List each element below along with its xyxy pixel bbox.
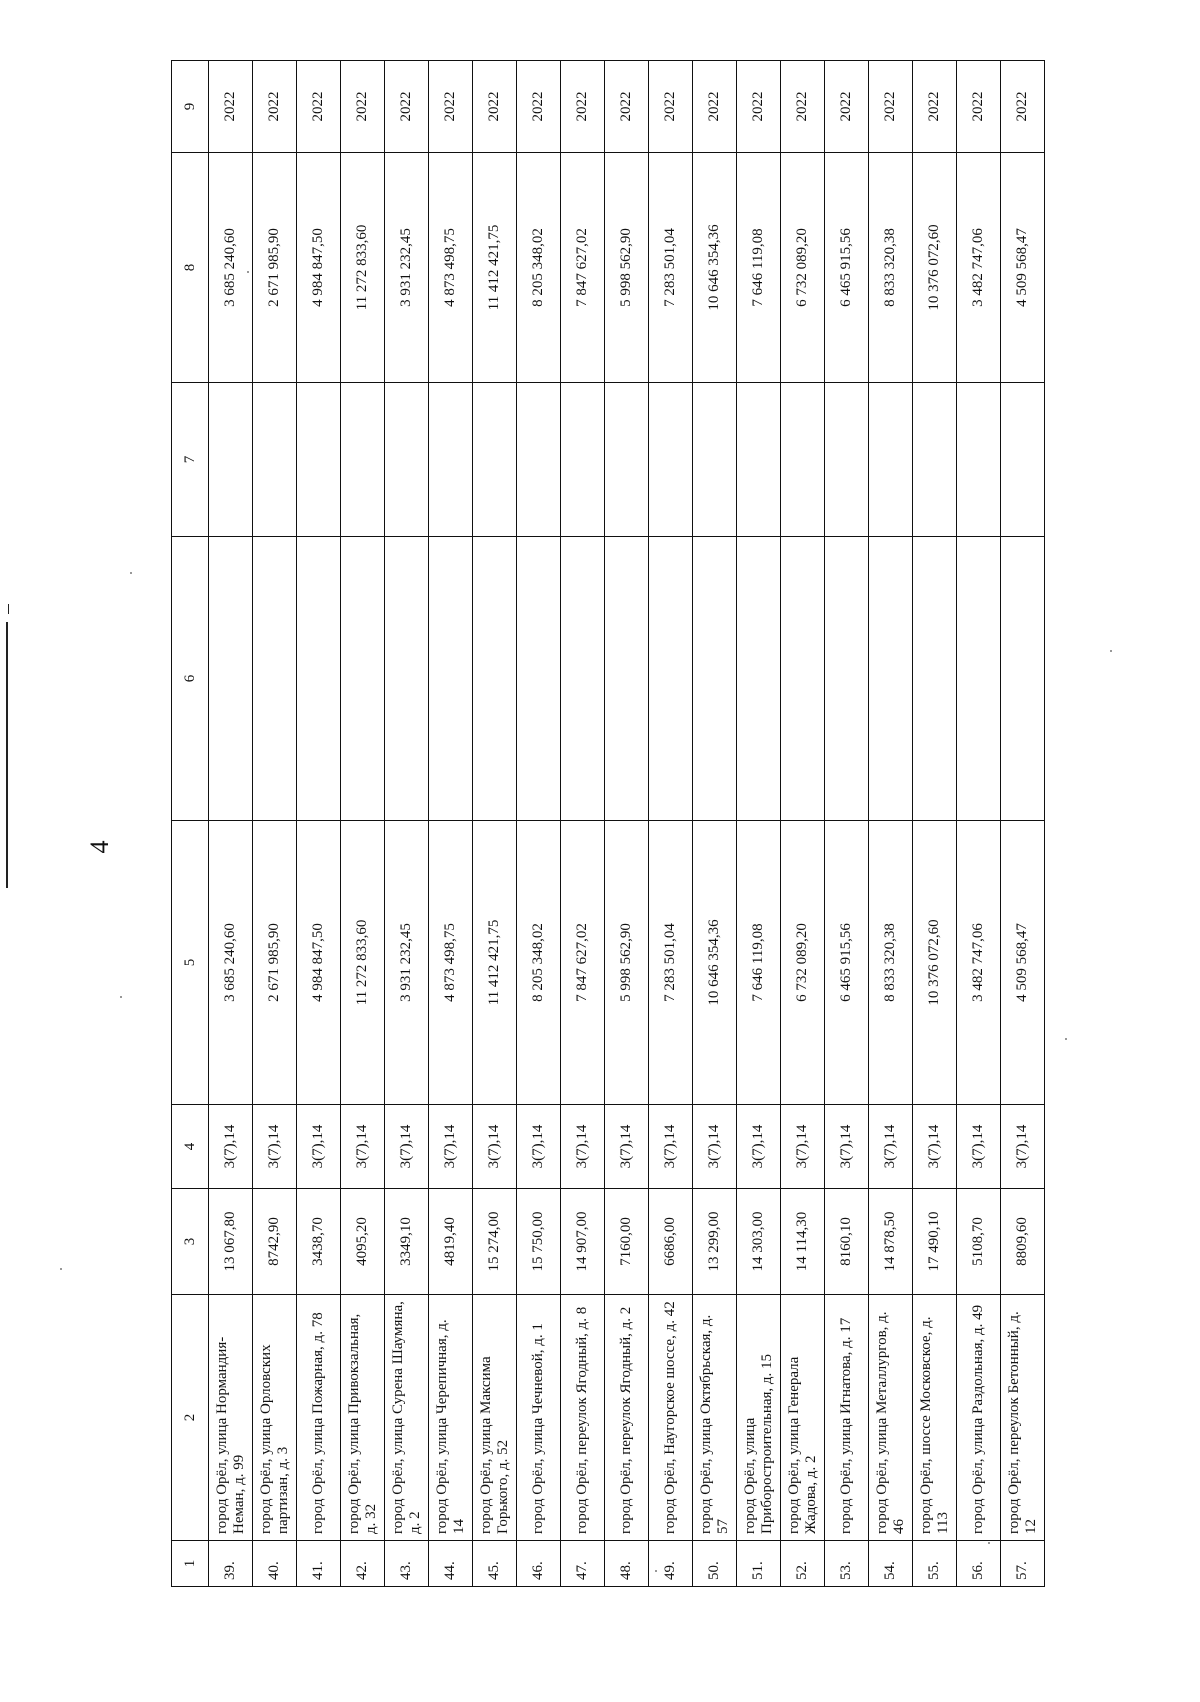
column-7-cell [473, 383, 517, 537]
code-cell: 3(7),14 [825, 1105, 869, 1189]
sum-cell: 7 646 119,08 [737, 821, 781, 1105]
sum-repeat-cell: 4 984 847,50 [297, 153, 341, 383]
area-cell: 13 067,80 [209, 1189, 253, 1295]
scan-speck [60, 1268, 62, 1270]
address-cell: город Орёл, улица Генерала Жадова, д. 2 [781, 1295, 825, 1541]
row-number: 52. [781, 1541, 825, 1587]
sum-cell: 11 412 421,75 [473, 821, 517, 1105]
code-cell: 3(7),14 [693, 1105, 737, 1189]
address-cell: город Орёл, переулок Ягодный, д. 2 [605, 1295, 649, 1541]
area-cell: 4095,20 [341, 1189, 385, 1295]
year-cell: 2022 [429, 61, 473, 153]
scan-speck [120, 996, 122, 998]
column-7-cell [429, 383, 473, 537]
data-table-rotated [171, 61, 1073, 1587]
code-cell: 3(7),14 [429, 1105, 473, 1189]
year-cell: 2022 [649, 61, 693, 153]
sum-repeat-cell: 5 998 562,90 [605, 153, 649, 383]
sum-repeat-cell: 7 847 627,02 [561, 153, 605, 383]
code-cell: 3(7),14 [957, 1105, 1001, 1189]
header-row [172, 61, 209, 1587]
column-header: 2 [172, 1295, 209, 1541]
row-number: 46. [517, 1541, 561, 1587]
column-6-cell [825, 537, 869, 821]
table-row [473, 61, 517, 1587]
column-6-cell [957, 537, 1001, 821]
code-cell: 3(7),14 [209, 1105, 253, 1189]
column-7-cell [737, 383, 781, 537]
row-number: 44. [429, 1541, 473, 1587]
code-cell: 3(7),14 [385, 1105, 429, 1189]
column-7-cell [605, 383, 649, 537]
table-row [825, 61, 869, 1587]
year-cell: 2022 [605, 61, 649, 153]
row-number: 42. [341, 1541, 385, 1587]
sum-cell: 5 998 562,90 [605, 821, 649, 1105]
address-cell: город Орёл, улица Привокзальная, д. 32 [341, 1295, 385, 1541]
table-row [297, 61, 341, 1587]
row-number: 39. [209, 1541, 253, 1587]
code-cell: 3(7),14 [737, 1105, 781, 1189]
table-row [429, 61, 473, 1587]
address-cell: город Орёл, улица Орловских партизан, д. 3 [253, 1295, 297, 1541]
sum-cell: 2 671 985,90 [253, 821, 297, 1105]
area-cell: 7160,00 [605, 1189, 649, 1295]
column-7-cell [869, 383, 913, 537]
address-cell: город Орёл, улица Нормандия-Неман, д. 99 [209, 1295, 253, 1541]
year-cell: 2022 [825, 61, 869, 153]
column-7-cell [1001, 383, 1045, 537]
column-7-cell [913, 383, 957, 537]
address-cell: город Орёл, улица Металлургов, д. 46 [869, 1295, 913, 1541]
year-cell: 2022 [869, 61, 913, 153]
column-6-cell [913, 537, 957, 821]
table-row [649, 61, 693, 1587]
code-cell: 3(7),14 [1001, 1105, 1045, 1189]
sum-cell: 4 509 568,47 [1001, 821, 1045, 1105]
sum-repeat-cell: 8 833 320,38 [869, 153, 913, 383]
area-cell: 17 490,10 [913, 1189, 957, 1295]
area-cell: 8809,60 [1001, 1189, 1045, 1295]
column-header: 1 [172, 1541, 209, 1587]
column-6-cell [605, 537, 649, 821]
sum-repeat-cell: 3 482 747,06 [957, 153, 1001, 383]
row-number: 43. [385, 1541, 429, 1587]
row-number: 56. [957, 1541, 1001, 1587]
code-cell: 3(7),14 [297, 1105, 341, 1189]
column-6-cell [253, 537, 297, 821]
sum-cell: 4 984 847,50 [297, 821, 341, 1105]
column-6-cell [209, 537, 253, 821]
sum-repeat-cell: 2 671 985,90 [253, 153, 297, 383]
table-row [605, 61, 649, 1587]
year-cell: 2022 [737, 61, 781, 153]
sum-cell: 7 283 501,04 [649, 821, 693, 1105]
code-cell: 3(7),14 [605, 1105, 649, 1189]
column-6-cell [517, 537, 561, 821]
code-cell: 3(7),14 [341, 1105, 385, 1189]
column-6-cell [297, 537, 341, 821]
year-cell: 2022 [957, 61, 1001, 153]
scan-speck [1110, 650, 1112, 652]
address-cell: город Орёл, переулок Бетонный, д. 12 [1001, 1295, 1045, 1541]
address-cell: город Орёл, переулок Ягодный, д. 8 [561, 1295, 605, 1541]
year-cell: 2022 [473, 61, 517, 153]
row-number: 40. [253, 1541, 297, 1587]
column-6-cell [869, 537, 913, 821]
margin-rule-short [8, 604, 9, 614]
row-number: 53. [825, 1541, 869, 1587]
sum-repeat-cell: 7 283 501,04 [649, 153, 693, 383]
year-cell: 2022 [781, 61, 825, 153]
address-cell: город Орёл, улица Приборостроительная, д. 15 [737, 1295, 781, 1541]
area-cell: 8160,10 [825, 1189, 869, 1295]
year-cell: 2022 [561, 61, 605, 153]
sum-repeat-cell: 3 931 232,45 [385, 153, 429, 383]
table-row [781, 61, 825, 1587]
address-cell: город Орёл, улица Игнатова, д. 17 [825, 1295, 869, 1541]
code-cell: 3(7),14 [253, 1105, 297, 1189]
address-cell: город Орёл, улица Максима Горького, д. 52 [473, 1295, 517, 1541]
year-cell: 2022 [253, 61, 297, 153]
table-row [253, 61, 297, 1587]
row-number: 54. [869, 1541, 913, 1587]
sum-cell: 8 205 348,02 [517, 821, 561, 1105]
column-header: 5 [172, 821, 209, 1105]
table-row [209, 61, 253, 1587]
column-6-cell [649, 537, 693, 821]
table-row [385, 61, 429, 1587]
row-number: 55. [913, 1541, 957, 1587]
code-cell: 3(7),14 [913, 1105, 957, 1189]
data-table [171, 60, 1045, 1587]
year-cell: 2022 [1001, 61, 1045, 153]
row-number: 45. [473, 1541, 517, 1587]
scan-speck [130, 572, 132, 574]
column-7-cell [957, 383, 1001, 537]
table-row [693, 61, 737, 1587]
address-cell: город Орёл, улица Чечневой, д. 1 [517, 1295, 561, 1541]
sum-repeat-cell: 6 465 915,56 [825, 153, 869, 383]
sum-cell: 8 833 320,38 [869, 821, 913, 1105]
year-cell: 2022 [297, 61, 341, 153]
area-cell: 6686,00 [649, 1189, 693, 1295]
sum-cell: 10 376 072,60 [913, 821, 957, 1105]
column-header: 7 [172, 383, 209, 537]
area-cell: 14 303,00 [737, 1189, 781, 1295]
year-cell: 2022 [209, 61, 253, 153]
table-row [913, 61, 957, 1587]
area-cell: 14 878,50 [869, 1189, 913, 1295]
column-7-cell [297, 383, 341, 537]
address-cell: город Орёл, улица Пожарная, д. 78 [297, 1295, 341, 1541]
margin-rule [6, 622, 8, 888]
table-row [561, 61, 605, 1587]
address-cell: город Орёл, улица Раздольная, д. 49 [957, 1295, 1001, 1541]
sum-cell: 6 465 915,56 [825, 821, 869, 1105]
area-cell: 4819,40 [429, 1189, 473, 1295]
column-7-cell [517, 383, 561, 537]
area-cell: 8742,90 [253, 1189, 297, 1295]
table-row [869, 61, 913, 1587]
sum-repeat-cell: 3 685 240,60 [209, 153, 253, 383]
row-number: 50. [693, 1541, 737, 1587]
column-header: 3 [172, 1189, 209, 1295]
column-7-cell [385, 383, 429, 537]
column-header: 4 [172, 1105, 209, 1189]
column-6-cell [561, 537, 605, 821]
sum-repeat-cell: 7 646 119,08 [737, 153, 781, 383]
column-7-cell [209, 383, 253, 537]
area-cell: 15 274,00 [473, 1189, 517, 1295]
column-6-cell [341, 537, 385, 821]
sum-repeat-cell: 10 376 072,60 [913, 153, 957, 383]
row-number: 48. [605, 1541, 649, 1587]
code-cell: 3(7),14 [781, 1105, 825, 1189]
column-6-cell [1001, 537, 1045, 821]
address-cell: город Орёл, Наугорское шоссе, д. 42 [649, 1295, 693, 1541]
year-cell: 2022 [341, 61, 385, 153]
column-7-cell [825, 383, 869, 537]
row-number: 49. [649, 1541, 693, 1587]
column-7-cell [561, 383, 605, 537]
sum-repeat-cell: 4 509 568,47 [1001, 153, 1045, 383]
year-cell: 2022 [517, 61, 561, 153]
column-6-cell [385, 537, 429, 821]
address-cell: город Орёл, шоссе Московское, д. 113 [913, 1295, 957, 1541]
column-6-cell [781, 537, 825, 821]
table-row [957, 61, 1001, 1587]
sum-cell: 4 873 498,75 [429, 821, 473, 1105]
sum-repeat-cell: 11 272 833,60 [341, 153, 385, 383]
sum-cell: 11 272 833,60 [341, 821, 385, 1105]
column-6-cell [473, 537, 517, 821]
sum-cell: 7 847 627,02 [561, 821, 605, 1105]
year-cell: 2022 [913, 61, 957, 153]
sum-cell: 3 685 240,60 [209, 821, 253, 1105]
address-cell: город Орёл, улица Октябрьская, д. 57 [693, 1295, 737, 1541]
column-7-cell [253, 383, 297, 537]
sum-repeat-cell: 10 646 354,36 [693, 153, 737, 383]
code-cell: 3(7),14 [561, 1105, 605, 1189]
column-7-cell [649, 383, 693, 537]
area-cell: 13 299,00 [693, 1189, 737, 1295]
code-cell: 3(7),14 [473, 1105, 517, 1189]
column-header: 8 [172, 153, 209, 383]
page-number: 4 [85, 840, 114, 854]
address-cell: город Орёл, улица Черепичная, д. 14 [429, 1295, 473, 1541]
column-6-cell [693, 537, 737, 821]
code-cell: 3(7),14 [517, 1105, 561, 1189]
area-cell: 15 750,00 [517, 1189, 561, 1295]
column-header: 6 [172, 537, 209, 821]
column-6-cell [429, 537, 473, 821]
area-cell: 3438,70 [297, 1189, 341, 1295]
sum-cell: 3 482 747,06 [957, 821, 1001, 1105]
table-row [1001, 61, 1045, 1587]
year-cell: 2022 [385, 61, 429, 153]
sum-cell: 6 732 089,20 [781, 821, 825, 1105]
address-cell: город Орёл, улица Сурена Шаумяна, д. 2 [385, 1295, 429, 1541]
row-number: 47. [561, 1541, 605, 1587]
year-cell: 2022 [693, 61, 737, 153]
area-cell: 14 114,30 [781, 1189, 825, 1295]
area-cell: 5108,70 [957, 1189, 1001, 1295]
column-7-cell [693, 383, 737, 537]
column-7-cell [781, 383, 825, 537]
row-number: 51. [737, 1541, 781, 1587]
column-header: 9 [172, 61, 209, 153]
column-7-cell [341, 383, 385, 537]
table-row [737, 61, 781, 1587]
sum-cell: 3 931 232,45 [385, 821, 429, 1105]
sum-repeat-cell: 4 873 498,75 [429, 153, 473, 383]
code-cell: 3(7),14 [869, 1105, 913, 1189]
sum-repeat-cell: 8 205 348,02 [517, 153, 561, 383]
code-cell: 3(7),14 [649, 1105, 693, 1189]
table-row [517, 61, 561, 1587]
sum-cell: 10 646 354,36 [693, 821, 737, 1105]
row-number: 57. [1001, 1541, 1045, 1587]
table-row [341, 61, 385, 1587]
sum-repeat-cell: 6 732 089,20 [781, 153, 825, 383]
area-cell: 3349,10 [385, 1189, 429, 1295]
row-number: 41. [297, 1541, 341, 1587]
column-6-cell [737, 537, 781, 821]
sum-repeat-cell: 11 412 421,75 [473, 153, 517, 383]
area-cell: 14 907,00 [561, 1189, 605, 1295]
